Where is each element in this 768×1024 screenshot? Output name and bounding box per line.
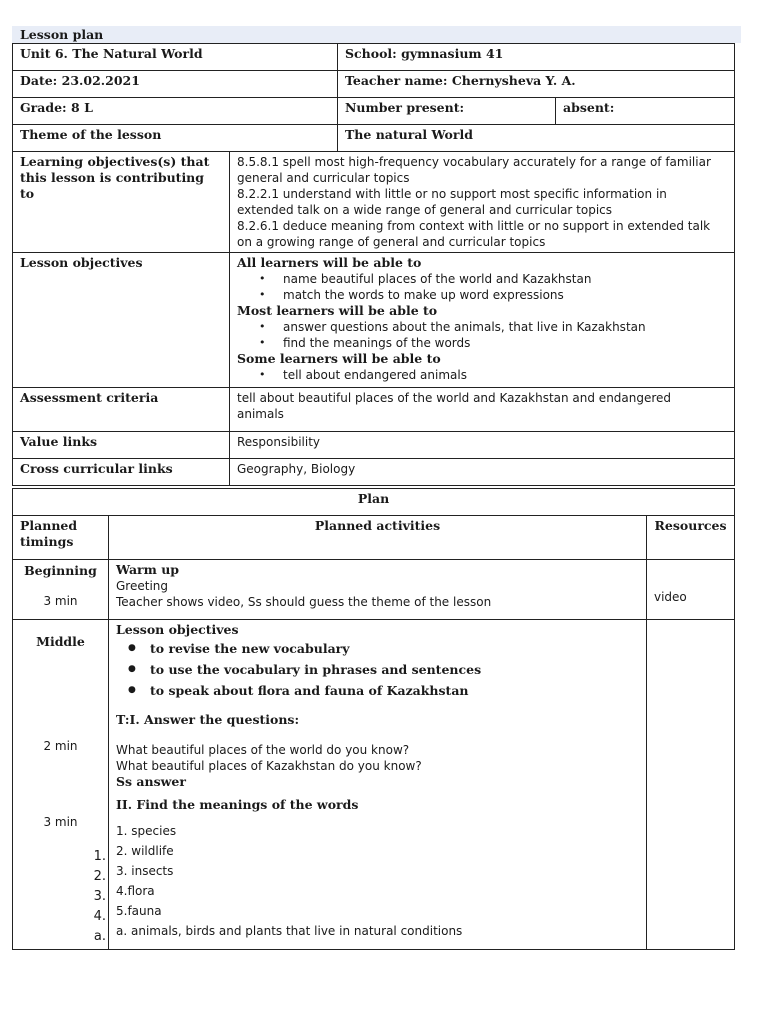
col-activities-header: Planned activities [109, 516, 647, 560]
grade-cell: Grade: 8 L [13, 98, 338, 125]
objective-item: • tell about endangered animals [237, 367, 727, 383]
middle-objective-item: ● to revise the new vocabulary [116, 638, 639, 659]
some-learners-heading: Some learners will be able to [237, 351, 441, 366]
task2-title: II. Find the meanings of the words [116, 797, 359, 812]
value-links-label: Value links [13, 432, 230, 459]
list-marker: 4. [93, 909, 106, 924]
definition-a: a. animals, birds and plants that live in natural conditions [116, 924, 463, 938]
middle-objectives-heading: Lesson objectives [116, 622, 239, 637]
cross-links-content: Geography, Biology [230, 459, 735, 486]
learning-objectives-label: Learning objectives(s) that this lesson is contributing to [13, 152, 230, 253]
question-1: What beautiful places of the world do you know? [116, 743, 410, 757]
assessment-content: tell about beautiful places of the world and Kazakhstan and endangered animals [230, 388, 735, 432]
beginning-time: 3 min [43, 594, 78, 608]
warm-up-heading: Warm up [116, 562, 180, 577]
greeting-text: Greeting [116, 579, 168, 593]
assessment-label: Assessment criteria [13, 388, 230, 432]
lo-line: general and curricular topics [237, 171, 410, 185]
lesson-objectives-content [230, 253, 735, 388]
objective-item: • match the words to make up word expressions [237, 287, 727, 303]
theme-label: Theme of the lesson [13, 125, 338, 152]
beginning-timing [13, 560, 109, 620]
plan-table [12, 488, 735, 950]
lo-line: on a growing range of general and curricular topics [237, 235, 546, 249]
value-links-content: Responsibility [230, 432, 735, 459]
middle-label: Middle [36, 634, 85, 649]
middle-objective-item: ● to speak about flora and fauna of Kazakhstan [116, 680, 639, 701]
document-title-band [12, 26, 741, 43]
ss-answer: Ss answer [116, 774, 186, 789]
list-marker: a. [93, 929, 106, 944]
lo-line: 8.5.8.1 spell most high-frequency vocabulary accurately for a range of familiar [237, 155, 711, 169]
video-task-text: Teacher shows video, Ss should guess the theme of the lesson [116, 595, 492, 609]
unit-cell: Unit 6. The Natural World [13, 44, 338, 71]
middle-timing [13, 620, 109, 950]
lesson-header-table [12, 43, 735, 486]
list-marker: 3. [93, 889, 106, 904]
number-present-cell: Number present: [338, 98, 556, 125]
question-2: What beautiful places of Kazakhstan do you know? [116, 759, 422, 773]
middle-objective-item: ● to use the vocabulary in phrases and sentences [116, 659, 639, 680]
beginning-label: Beginning [24, 563, 97, 578]
lo-line: 8.2.6.1 deduce meaning from context with little or no support in extended talk [237, 219, 711, 233]
objective-item: • find the meanings of the words [237, 335, 727, 351]
col-timings-header: Planned timings [13, 516, 109, 560]
word-item: 1. species [116, 824, 177, 838]
word-item: 5.fauna [116, 904, 162, 918]
school-cell: School: gymnasium 41 [338, 44, 735, 71]
word-item: 3. insects [116, 864, 174, 878]
middle-time-1: 2 min [43, 739, 78, 753]
task1-title: T:I. Answer the questions: [116, 712, 300, 727]
absent-cell: absent: [556, 98, 735, 125]
learning-objectives-content [230, 152, 735, 253]
lo-line: 8.2.2.1 understand with little or no support most specific information in [237, 187, 667, 201]
middle-resources [647, 620, 735, 950]
lesson-objectives-label: Lesson objectives [13, 253, 230, 388]
teacher-cell: Teacher name: Chernysheva Y. A. [338, 71, 735, 98]
list-marker: 1. [93, 849, 106, 864]
plan-title: Plan [13, 489, 735, 516]
beginning-activities [109, 560, 647, 620]
document-title: Lesson plan [20, 27, 104, 42]
theme-value: The natural World [338, 125, 735, 152]
word-item: 2. wildlife [116, 844, 174, 858]
objective-item: • name beautiful places of the world and Kazakhstan [237, 271, 727, 287]
middle-time-2: 3 min [43, 815, 78, 829]
col-resources-header: Resources [647, 516, 735, 560]
lo-line: extended talk on a wide range of general and curricular topics [237, 203, 613, 217]
most-learners-heading: Most learners will be able to [237, 303, 438, 318]
all-learners-heading: All learners will be able to [237, 255, 422, 270]
beginning-resource: video [647, 560, 735, 620]
date-cell: Date: 23.02.2021 [13, 71, 338, 98]
list-marker: 2. [93, 869, 106, 884]
word-item: 4.flora [116, 884, 155, 898]
objective-item: • answer questions about the animals, that live in Kazakhstan [237, 319, 727, 335]
cross-links-label: Cross curricular links [13, 459, 230, 486]
middle-activities [109, 620, 647, 950]
